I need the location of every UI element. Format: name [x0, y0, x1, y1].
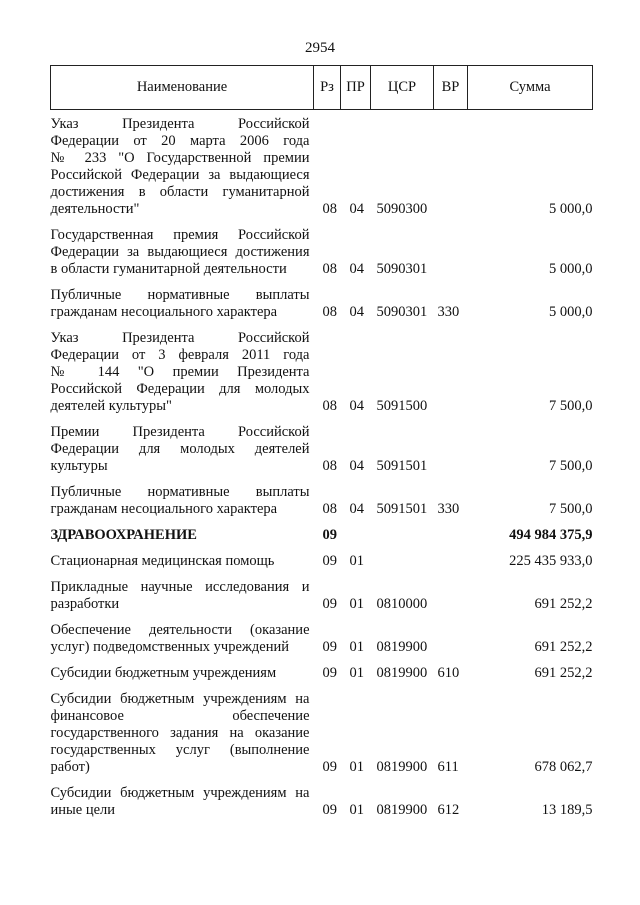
- header-vr: ВР: [434, 66, 468, 110]
- table-row: [51, 218, 593, 278]
- header-name: Наименование: [51, 66, 314, 110]
- row-name-line: в области гуманитарной деятельности: [50, 261, 287, 277]
- table-row: [51, 544, 593, 570]
- row-name: [51, 656, 314, 682]
- row-csr: 5091501: [376, 501, 428, 517]
- row-csr: 0810000: [376, 596, 428, 612]
- row-sum: 691 252,2: [534, 596, 593, 612]
- row-csr: 0819900: [376, 759, 428, 775]
- row-vr: [434, 415, 468, 475]
- row-sum: 494 984 375,9: [509, 527, 593, 543]
- row-vr: [434, 570, 468, 613]
- row-name-line: № 233 "О Государственной премии: [50, 150, 310, 166]
- row-vr: [434, 321, 468, 415]
- row-pr: 04: [349, 201, 364, 217]
- row-vr: [434, 218, 468, 278]
- row-pr: 01: [349, 596, 364, 612]
- row-rz: 09: [322, 759, 337, 775]
- row-name-line: государственного задания на оказание: [50, 725, 310, 741]
- row-rz: 08: [322, 458, 337, 474]
- row-sum: 7 500,0: [549, 458, 593, 474]
- row-name-line: Федерации для молодых деятелей: [50, 441, 310, 457]
- row-name-line: гражданам несоциального характера: [50, 304, 278, 320]
- row-rz: 09: [322, 596, 337, 612]
- row-sum: 678 062,7: [534, 759, 593, 775]
- row-pr: [341, 518, 371, 544]
- row-name: [51, 613, 314, 656]
- row-pr: 04: [349, 501, 364, 517]
- table-row: [51, 475, 593, 518]
- row-name-line: Публичные нормативные выплаты: [50, 484, 310, 500]
- row-pr: 01: [349, 802, 364, 818]
- row-name: [51, 570, 314, 613]
- row-name: [51, 544, 314, 570]
- row-name-line: Субсидии бюджетным учреждениям: [50, 665, 277, 681]
- table-body: [51, 110, 593, 820]
- row-csr: [371, 544, 434, 570]
- table-row: [51, 110, 593, 219]
- row-name-line: Публичные нормативные выплаты: [50, 287, 310, 303]
- row-rz: 08: [322, 501, 337, 517]
- row-sum: 225 435 933,0: [509, 553, 593, 569]
- row-name-line: ЗДРАВООХРАНЕНИЕ: [50, 527, 197, 543]
- row-rz: 09: [322, 527, 337, 543]
- row-name-line: Государственная премия Российской: [50, 227, 310, 243]
- row-name-line: Обеспечение деятельности (оказание: [50, 622, 310, 638]
- row-csr: 5090301: [376, 304, 428, 320]
- table-row: [51, 518, 593, 544]
- row-name-line: Стационарная медицинская помощь: [50, 553, 275, 569]
- row-name-line: Федерации от 3 февраля 2011 года: [50, 347, 310, 363]
- row-csr: 5090300: [376, 201, 428, 217]
- table-row: [51, 278, 593, 321]
- header-rz: Рз: [314, 66, 341, 110]
- row-name-line: культуры: [50, 458, 108, 474]
- row-rz: 08: [322, 304, 337, 320]
- row-csr: 5090301: [376, 261, 428, 277]
- row-name: [51, 321, 314, 415]
- table-row: [51, 570, 593, 613]
- row-name-line: разработки: [50, 596, 120, 612]
- table-row: [51, 776, 593, 819]
- row-name-line: Прикладные научные исследования и: [50, 579, 310, 595]
- row-sum: 7 500,0: [549, 398, 593, 414]
- row-name: [51, 278, 314, 321]
- row-vr: [434, 110, 468, 219]
- row-name-line: Субсидии бюджетным учреждениям на: [50, 785, 310, 801]
- row-pr: 01: [349, 639, 364, 655]
- row-sum: 5 000,0: [549, 304, 593, 320]
- row-name-line: Российской Федерации для молодых: [50, 381, 310, 397]
- row-sum: 691 252,2: [534, 665, 593, 681]
- row-vr: [434, 518, 468, 544]
- page-number: 2954: [305, 40, 335, 56]
- row-name-line: иные цели: [50, 802, 116, 818]
- header-csr: ЦСР: [371, 66, 434, 110]
- row-name-line: Российской Федерации за выдающиеся: [50, 167, 310, 183]
- table-row: [51, 321, 593, 415]
- row-name: [51, 110, 314, 219]
- row-rz: 09: [322, 665, 337, 681]
- table-row: [51, 415, 593, 475]
- row-rz: 08: [322, 398, 337, 414]
- row-name: [51, 475, 314, 518]
- row-vr: 612: [437, 802, 460, 818]
- row-name-line: деятелей культуры": [50, 398, 172, 414]
- row-name-line: Федерации за выдающиеся достижения: [50, 244, 310, 260]
- row-csr: 0819900: [376, 639, 428, 655]
- row-name: [51, 682, 314, 776]
- row-vr: 330: [437, 304, 460, 320]
- row-pr: 04: [349, 398, 364, 414]
- row-name-line: Премии Президента Российской: [50, 424, 310, 440]
- row-sum: 13 189,5: [541, 802, 593, 818]
- row-csr: 0819900: [376, 665, 428, 681]
- row-sum: 7 500,0: [549, 501, 593, 517]
- row-name-line: Субсидии бюджетным учреждениям на: [50, 691, 310, 707]
- row-csr: 5091500: [376, 398, 428, 414]
- row-name-line: № 144 "О премии Президента: [50, 364, 310, 380]
- row-name: [51, 218, 314, 278]
- row-rz: 09: [322, 553, 337, 569]
- row-name-line: Федерации от 20 марта 2006 года: [50, 133, 310, 149]
- header-pr: ПР: [341, 66, 371, 110]
- row-name-line: государственных услуг (выполнение: [50, 742, 310, 758]
- row-sum: 5 000,0: [549, 261, 593, 277]
- row-csr: 0819900: [376, 802, 428, 818]
- row-sum: 691 252,2: [534, 639, 593, 655]
- row-vr: [434, 613, 468, 656]
- header-sum: Сумма: [468, 66, 593, 110]
- row-vr: 610: [437, 665, 460, 681]
- row-rz: 09: [322, 639, 337, 655]
- row-pr: 01: [349, 759, 364, 775]
- row-csr: [371, 518, 434, 544]
- row-pr: 04: [349, 458, 364, 474]
- row-rz: 08: [322, 201, 337, 217]
- row-name: [51, 415, 314, 475]
- row-vr: 611: [437, 759, 459, 775]
- row-name: [51, 518, 314, 544]
- row-pr: 01: [349, 553, 364, 569]
- row-name-line: достижения в области гуманитарной: [50, 184, 310, 200]
- row-name-line: услуг) подведомственных учреждений: [50, 639, 290, 655]
- table-row: [51, 682, 593, 776]
- row-name-line: Указ Президента Российской: [50, 330, 310, 346]
- table-row: [51, 613, 593, 656]
- row-name-line: деятельности": [50, 201, 140, 217]
- budget-table: [50, 65, 593, 819]
- row-vr: [434, 544, 468, 570]
- table-header: [51, 66, 593, 110]
- row-vr: 330: [437, 501, 460, 517]
- row-name: [51, 776, 314, 819]
- row-sum: 5 000,0: [549, 201, 593, 217]
- row-name-line: работ): [50, 759, 90, 775]
- row-name-line: гражданам несоциального характера: [50, 501, 278, 517]
- row-pr: 04: [349, 261, 364, 277]
- row-rz: 09: [322, 802, 337, 818]
- row-rz: 08: [322, 261, 337, 277]
- row-csr: 5091501: [376, 458, 428, 474]
- row-name-line: финансовое обеспечение: [50, 708, 310, 724]
- row-pr: 04: [349, 304, 364, 320]
- row-name-line: Указ Президента Российской: [50, 116, 310, 132]
- row-pr: 01: [349, 665, 364, 681]
- table-row: [51, 656, 593, 682]
